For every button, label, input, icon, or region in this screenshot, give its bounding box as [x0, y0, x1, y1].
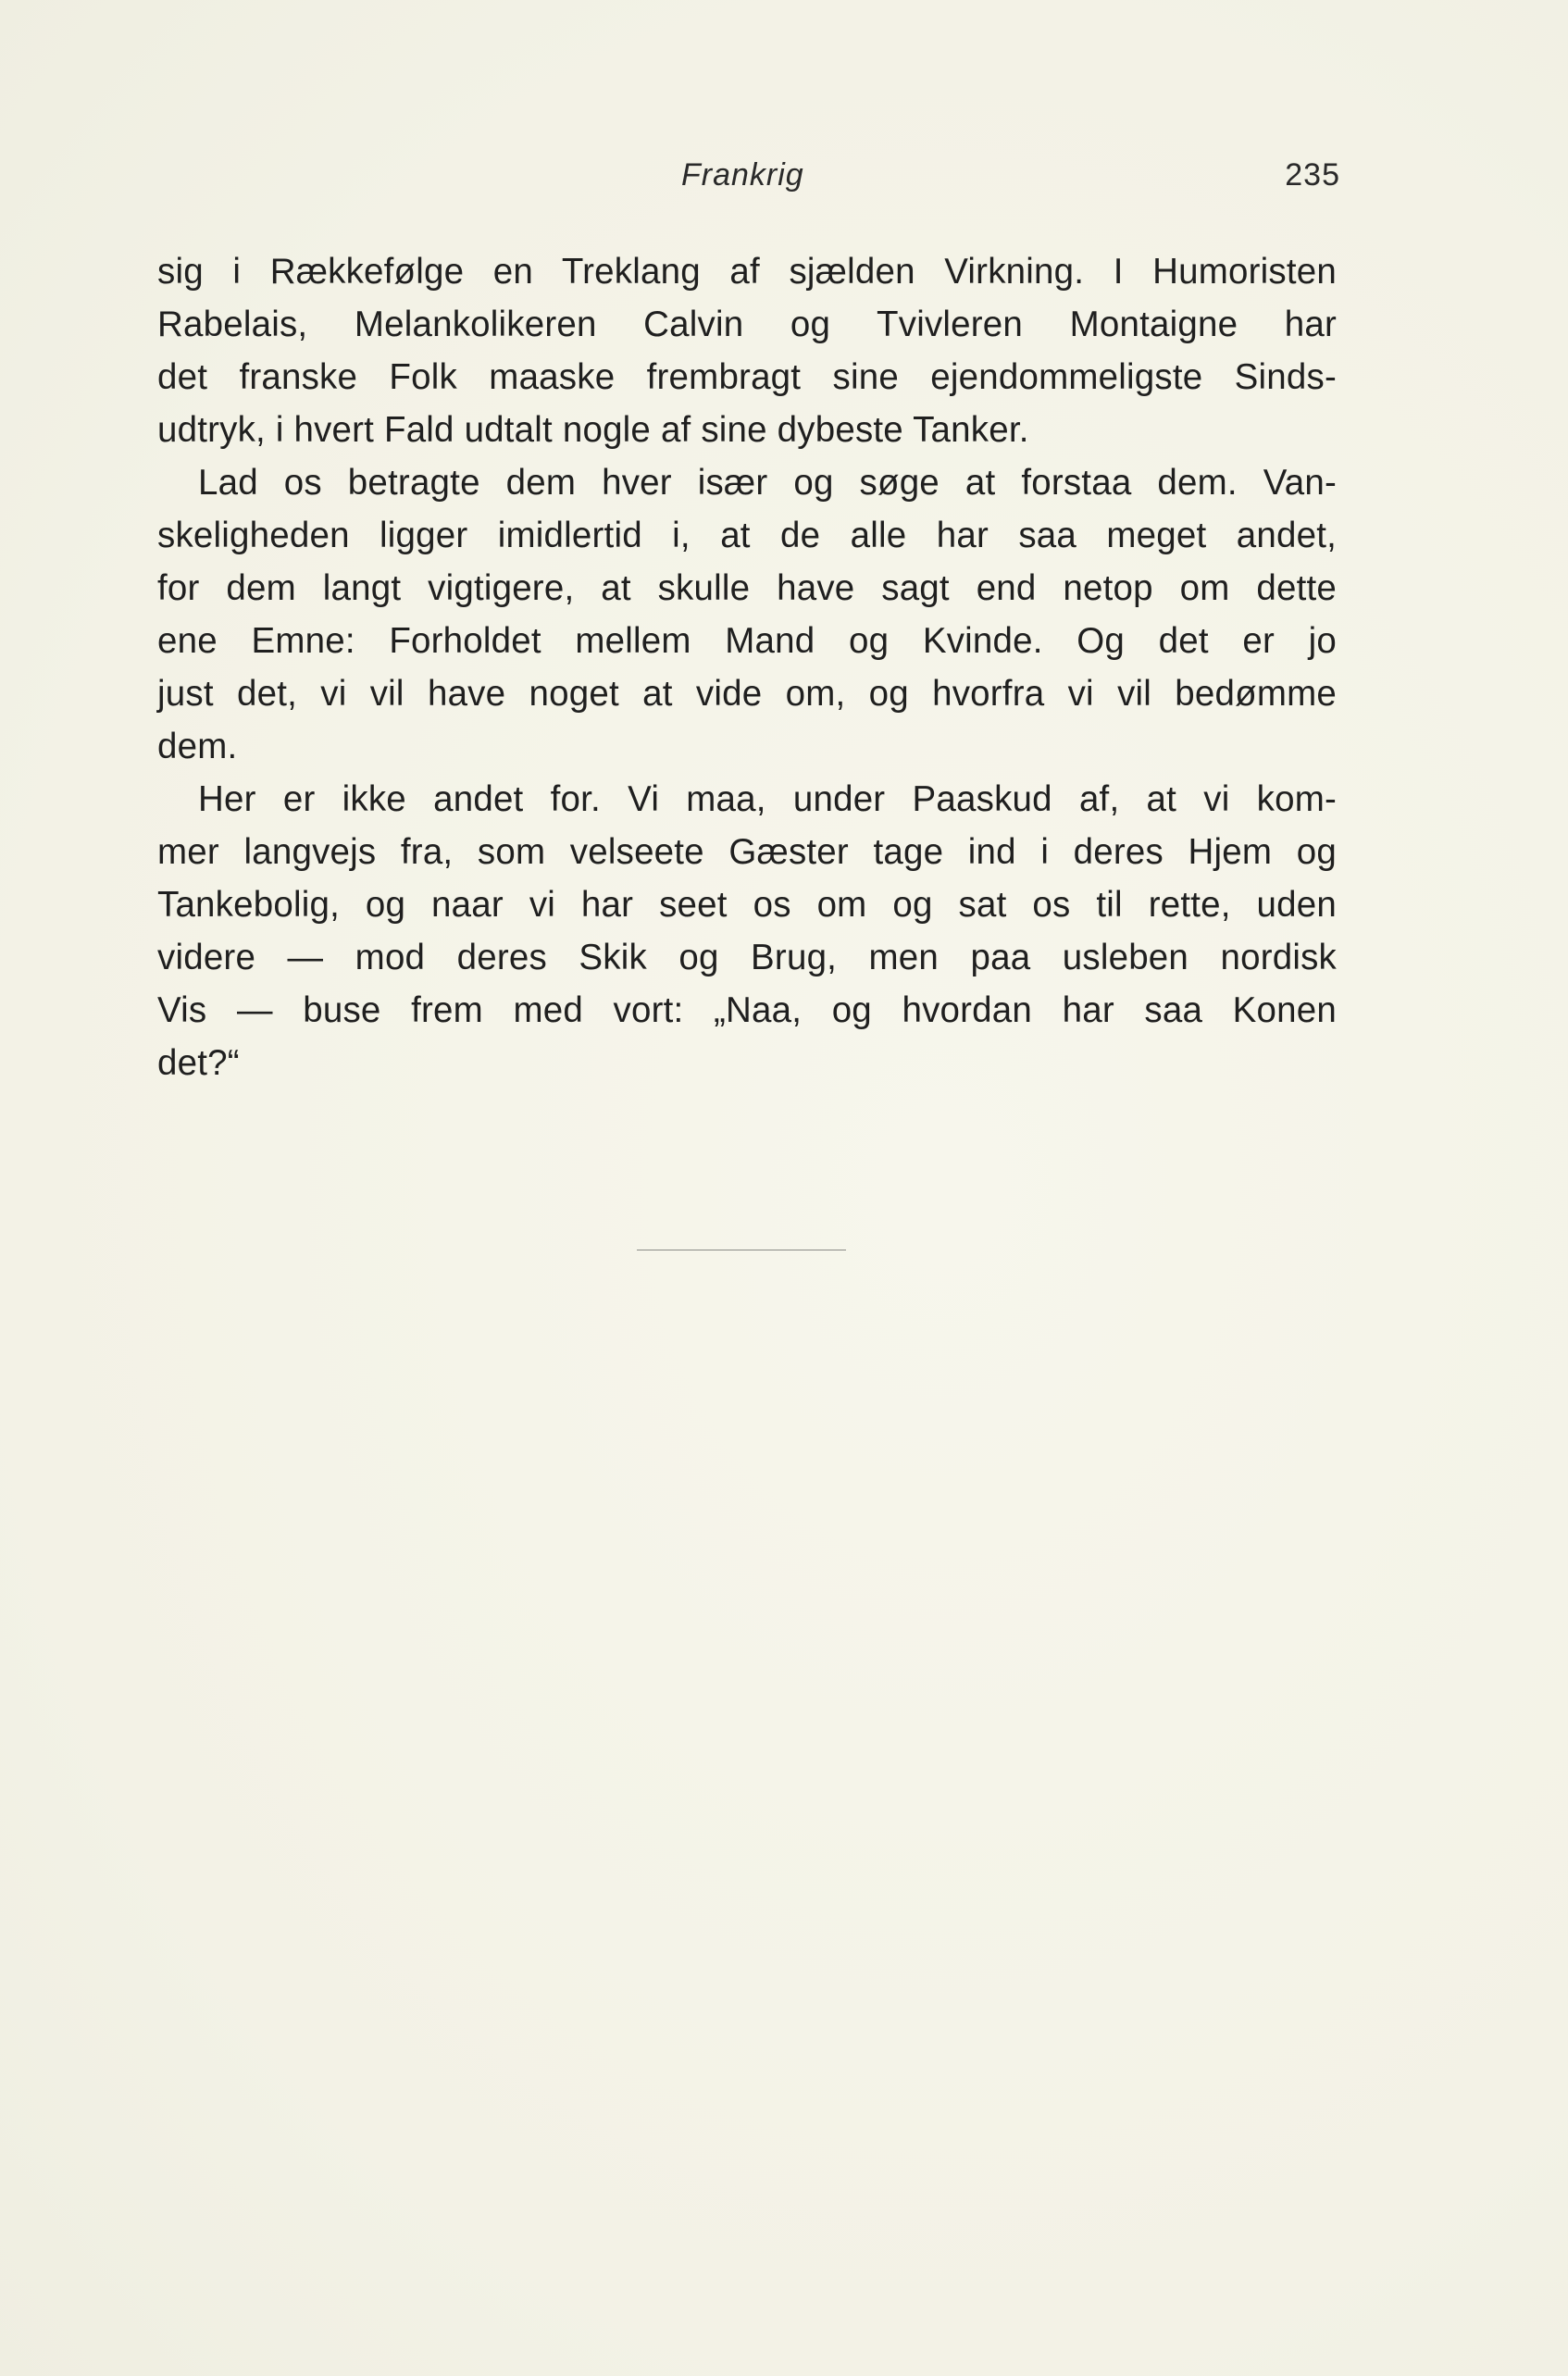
- text-line: Tankebolig, og naar vi har seet os om og sat os til rette, uden: [157, 885, 1337, 925]
- paragraph: [157, 456, 1337, 773]
- text-line: Vis — buse frem med vort: „Naa, og hvordan har saa Konen: [157, 990, 1337, 1030]
- text-line: just det, vi vil have noget at vide om, og hvorfra vi vil bedømme: [157, 674, 1337, 714]
- text-line: dem.: [157, 727, 238, 766]
- text-line: for dem langt vigtigere, at skulle have sagt end netop om dette: [157, 568, 1337, 608]
- body-text: [157, 245, 1337, 1089]
- text-line: sig i Rækkefølge en Treklang af sjælden Virkning. I Humoristen: [157, 252, 1337, 292]
- text-line: det?“: [157, 1043, 240, 1083]
- text-line: Rabelais, Melankolikeren Calvin og Tvivleren Montaigne har: [157, 305, 1337, 344]
- running-title: Frankrig: [681, 157, 804, 193]
- text-line: Her er ikke andet for. Vi maa, under Paaskud af, at vi kom-: [198, 779, 1337, 819]
- text-line: videre — mod deres Skik og Brug, men paa usleben nordisk: [157, 938, 1337, 977]
- running-header: [0, 157, 1568, 204]
- text-line: ene Emne: Forholdet mellem Mand og Kvinde. Og det er jo: [157, 621, 1337, 661]
- paragraph: [157, 245, 1337, 456]
- text-line: mer langvejs fra, som velseete Gæster tage ind i deres Hjem og: [157, 832, 1337, 872]
- text-line: skeligheden ligger imidlertid i, at de alle har saa meget andet,: [157, 516, 1337, 555]
- text-line: det franske Folk maaske frembragt sine ejendommeligste Sinds-: [157, 357, 1337, 397]
- text-line: Lad os betragte dem hver især og søge at forstaa dem. Van-: [198, 463, 1337, 503]
- page-number: 235: [1285, 157, 1340, 193]
- paragraph: [157, 773, 1337, 1089]
- text-line: udtryk, i hvert Fald udtalt nogle af sine dybeste Tanker.: [157, 410, 1029, 450]
